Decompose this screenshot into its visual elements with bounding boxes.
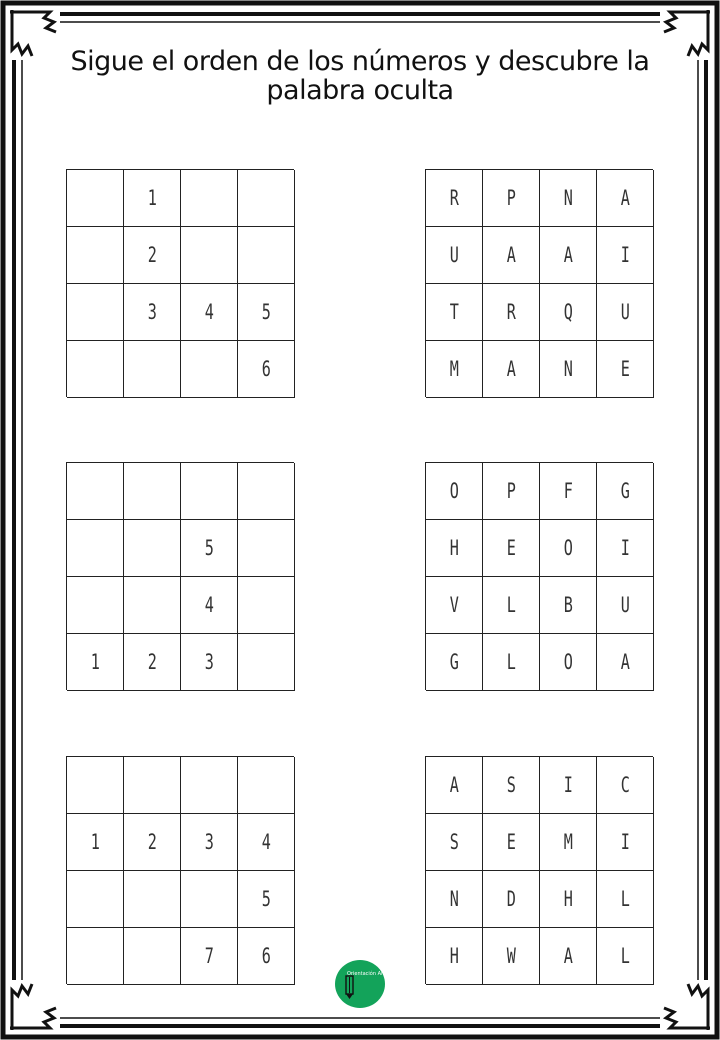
grid-cell xyxy=(426,227,483,284)
cell-value: N xyxy=(563,186,573,210)
grid-cell xyxy=(67,227,124,284)
cell-value: L xyxy=(620,887,630,911)
grid-cell xyxy=(67,284,124,341)
cell-value: I xyxy=(563,773,573,797)
cell-value: 5 xyxy=(204,536,214,560)
grid-cell xyxy=(540,341,597,398)
cell-value: A xyxy=(449,773,459,797)
cell-value: S xyxy=(506,773,516,797)
grid-cell xyxy=(597,577,654,634)
cell-value: A xyxy=(563,944,573,968)
grid-cell xyxy=(597,814,654,871)
grid-cell xyxy=(124,577,181,634)
cell-value: L xyxy=(620,944,630,968)
grid-cell xyxy=(67,634,124,691)
grid-cell xyxy=(238,757,295,814)
cell-value: 1 xyxy=(90,830,100,854)
grid-cell xyxy=(540,814,597,871)
grid-cell xyxy=(124,341,181,398)
grid-cell xyxy=(540,463,597,520)
grid-cell xyxy=(238,170,295,227)
cell-value: I xyxy=(620,536,630,560)
cell-value: E xyxy=(620,357,630,381)
cell-value: 2 xyxy=(147,243,157,267)
cell-value: A xyxy=(506,243,516,267)
instruction-title-line2: palabra oculta xyxy=(266,75,454,106)
grid-cell xyxy=(426,814,483,871)
grid-cell xyxy=(540,928,597,985)
grid-cell xyxy=(426,170,483,227)
cell-value: C xyxy=(620,773,630,797)
instruction-title-line1: Sigue el orden de los números y descubre la xyxy=(70,46,650,77)
grid-cell xyxy=(124,463,181,520)
grid-cell xyxy=(181,341,238,398)
grid-cell xyxy=(426,520,483,577)
grid-cell xyxy=(597,757,654,814)
cell-value: A xyxy=(563,243,573,267)
grid-cell xyxy=(124,757,181,814)
cell-value: 2 xyxy=(147,830,157,854)
cell-value: 4 xyxy=(261,830,271,854)
grid-cell xyxy=(540,871,597,928)
number-grid-1 xyxy=(66,169,294,397)
grid-cell xyxy=(426,871,483,928)
cell-value: R xyxy=(449,186,459,210)
cell-value: N xyxy=(563,357,573,381)
grid-cell xyxy=(124,814,181,871)
grid-cell xyxy=(426,341,483,398)
cell-value: H xyxy=(449,944,459,968)
cell-value: Q xyxy=(563,300,573,324)
grid-cell xyxy=(426,757,483,814)
number-grid-2 xyxy=(66,462,294,690)
cell-value: L xyxy=(506,650,516,674)
grid-cell xyxy=(124,520,181,577)
grid-cell xyxy=(483,814,540,871)
cell-value: E xyxy=(506,830,516,854)
cell-value: 4 xyxy=(204,300,214,324)
grid-cell xyxy=(181,284,238,341)
cell-value: 2 xyxy=(147,650,157,674)
grid-cell xyxy=(67,463,124,520)
cell-value: L xyxy=(506,593,516,617)
cell-value: R xyxy=(506,300,516,324)
grid-cell xyxy=(67,814,124,871)
cell-value: 1 xyxy=(90,650,100,674)
grid-cell xyxy=(597,520,654,577)
grid-cell xyxy=(483,341,540,398)
cell-value: P xyxy=(506,479,516,503)
cell-value: 4 xyxy=(204,593,214,617)
grid-cell xyxy=(483,871,540,928)
number-grid-3 xyxy=(66,756,294,984)
grid-cell xyxy=(181,520,238,577)
grid-cell xyxy=(67,170,124,227)
grid-cell xyxy=(597,634,654,691)
cell-value: 5 xyxy=(261,300,271,324)
grid-cell xyxy=(238,634,295,691)
cell-value: F xyxy=(563,479,573,503)
pencil-icon xyxy=(344,974,355,1000)
grid-cell xyxy=(67,341,124,398)
cell-value: M xyxy=(563,830,573,854)
grid-cell xyxy=(540,577,597,634)
grid-cell xyxy=(540,757,597,814)
grid-cell xyxy=(540,227,597,284)
grid-cell xyxy=(597,170,654,227)
cell-value: W xyxy=(506,944,516,968)
grid-cell xyxy=(426,463,483,520)
letter-grid-1 xyxy=(425,169,653,397)
cell-value: 3 xyxy=(204,650,214,674)
grid-cell xyxy=(67,871,124,928)
grid-cell xyxy=(238,871,295,928)
cell-value: A xyxy=(620,186,630,210)
grid-cell xyxy=(124,928,181,985)
cell-value: H xyxy=(563,887,573,911)
grid-cell xyxy=(238,577,295,634)
cell-value: H xyxy=(449,536,459,560)
cell-value: 6 xyxy=(261,944,271,968)
grid-cell xyxy=(238,928,295,985)
grid-cell xyxy=(238,520,295,577)
grid-cell xyxy=(597,227,654,284)
grid-cell xyxy=(483,284,540,341)
cell-value: S xyxy=(449,830,459,854)
grid-cell xyxy=(426,634,483,691)
grid-cell xyxy=(597,871,654,928)
grid-cell xyxy=(426,284,483,341)
grid-cell xyxy=(124,871,181,928)
cell-value: 3 xyxy=(147,300,157,324)
grid-cell xyxy=(483,227,540,284)
grid-cell xyxy=(540,634,597,691)
cell-value: G xyxy=(449,650,459,674)
grid-cell xyxy=(181,928,238,985)
letter-grid-3 xyxy=(425,756,653,984)
grid-cell xyxy=(124,284,181,341)
grid-cell xyxy=(181,463,238,520)
grid-cell xyxy=(540,170,597,227)
cell-value: N xyxy=(449,887,459,911)
grid-cell xyxy=(483,170,540,227)
cell-value: B xyxy=(563,593,573,617)
grid-cell xyxy=(181,871,238,928)
grid-cell xyxy=(181,634,238,691)
cell-value: P xyxy=(506,186,516,210)
cell-value: 5 xyxy=(261,887,271,911)
grid-cell xyxy=(67,757,124,814)
grid-cell xyxy=(238,341,295,398)
cell-value: U xyxy=(620,300,630,324)
cell-value: I xyxy=(620,243,630,267)
letter-grid-2 xyxy=(425,462,653,690)
grid-cell xyxy=(238,463,295,520)
grid-cell xyxy=(124,634,181,691)
cell-value: O xyxy=(563,536,573,560)
grid-cell xyxy=(181,757,238,814)
cell-value: O xyxy=(563,650,573,674)
cell-value: D xyxy=(506,887,516,911)
cell-value: A xyxy=(506,357,516,381)
grid-cell xyxy=(597,341,654,398)
cell-value: T xyxy=(449,300,459,324)
grid-cell xyxy=(483,520,540,577)
logo-text: Orientación Andújar xyxy=(347,971,398,977)
grid-cell xyxy=(540,520,597,577)
cell-value: 7 xyxy=(204,944,214,968)
grid-cell xyxy=(483,757,540,814)
cell-value: A xyxy=(620,650,630,674)
grid-cell xyxy=(426,928,483,985)
grid-cell xyxy=(426,577,483,634)
grid-cell xyxy=(238,227,295,284)
grid-cell xyxy=(181,227,238,284)
grid-cell xyxy=(483,928,540,985)
grid-cell xyxy=(238,284,295,341)
cell-value: 3 xyxy=(204,830,214,854)
cell-value: 1 xyxy=(147,186,157,210)
grid-cell xyxy=(67,928,124,985)
cell-value: 6 xyxy=(261,357,271,381)
grid-cell xyxy=(483,634,540,691)
cell-value: U xyxy=(620,593,630,617)
grid-cell xyxy=(597,463,654,520)
cell-value: V xyxy=(449,593,459,617)
orientacion-andujar-logo xyxy=(335,960,398,1008)
cell-value: O xyxy=(449,479,459,503)
cell-value: G xyxy=(620,479,630,503)
grid-cell xyxy=(124,227,181,284)
grid-cell xyxy=(540,284,597,341)
grid-cell xyxy=(67,520,124,577)
grid-cell xyxy=(181,577,238,634)
grid-cell xyxy=(597,284,654,341)
grid-cell xyxy=(67,577,124,634)
grid-cell xyxy=(181,170,238,227)
grid-cell xyxy=(124,170,181,227)
grid-cell xyxy=(238,814,295,871)
cell-value: E xyxy=(506,536,516,560)
cell-value: I xyxy=(620,830,630,854)
cell-value: U xyxy=(449,243,459,267)
grid-cell xyxy=(181,814,238,871)
grid-cell xyxy=(597,928,654,985)
grid-cell xyxy=(483,463,540,520)
grid-cell xyxy=(483,577,540,634)
cell-value: M xyxy=(449,357,459,381)
